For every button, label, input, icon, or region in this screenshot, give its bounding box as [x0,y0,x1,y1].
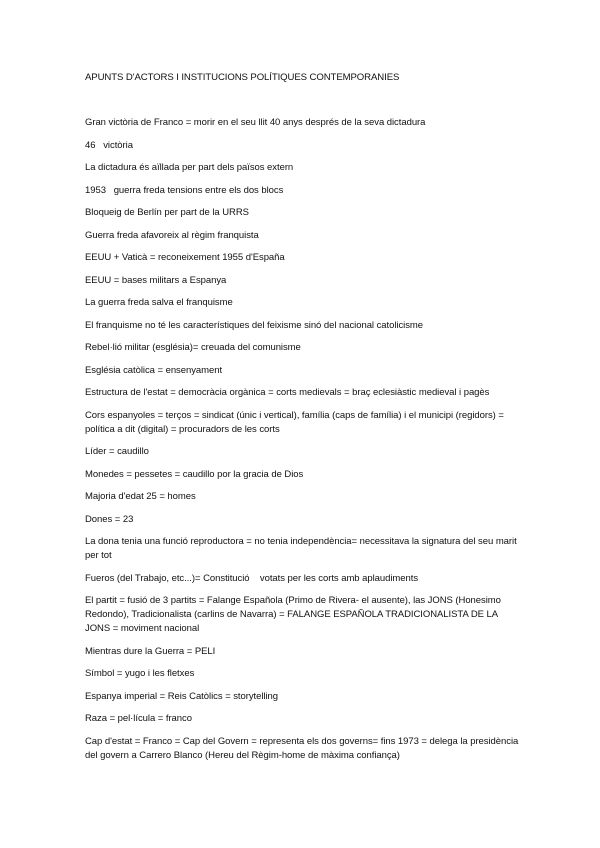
note-line: La dona tenia una funció reproductora = no tenia independència= necessitava la signatura del seu marit per tot [85,536,517,561]
note-line: La guerra freda salva el franquisme [85,297,233,308]
note-line: La dictadura és aïllada per part dels països extern [85,162,294,173]
note-line: Líder = caudillo [85,446,149,457]
notes-list [85,116,525,771]
note-line: Fueros (del Trabajo, etc...)= Constitució votats per les corts amb aplaudiments [85,572,419,584]
note-line: Cap d'estat = Franco = Cap del Govern = representa els dos governs= fins 1973 = delega la presidència del govern a Carrero Blanco (Hereu del Règim-home de màxima confiança) [85,735,519,761]
note-line: 46 victòria [85,139,133,151]
note-line: Espanya imperial = Reis Catòlics = storytelling [85,690,279,702]
note-line: Bloqueig de Berlín per part de la URRS [85,207,249,218]
note-line: 1953 guerra freda tensions entre els dos blocs [85,184,284,196]
note-line: Guerra freda afavoreix al règim franquista [85,229,259,241]
note-line: EEUU = bases militars a Espanya [85,274,227,286]
note-line: Cors espanyoles = terços = sindicat (únic i vertical), família (caps de família) i el municipi (regidors) = política a dit (digital) = procuradors de les corts [85,409,504,435]
note-line: EEUU + Vaticà = reconeixement 1955 d'España [85,252,285,263]
note-line: Monedes = pessetes = caudillo por la gracia de Dios [85,468,304,480]
note-line: El franquisme no té les característiques del feixisme sinó del nacional catolicisme [85,319,424,331]
note-line: Símbol = yugo i les fletxes [85,668,195,679]
note-line: Dones = 23 [85,513,134,525]
note-line: Majoria d'edat 25 = homes [85,491,196,502]
note-line: Església catòlica = ensenyament [85,364,223,376]
note-line: El partit = fusió de 3 partits = Falange Española (Primo de Rivera- el ausente), las JONS (Honesimo Redondo), Tradicionalista (carlins de Navarra) = FALANGE ESPAÑOLA TRADICIONALISTA DE LA JONS = moviment nacional [85,595,501,634]
document-title: APUNTS D'ACTORS I INSTITUCIONS POLÍTIQUES CONTEMPORANIES [85,72,400,83]
note-line: Estructura de l'estat = democràcia orgànica = corts medievals = braç eclesiàstic medieval i pagès [85,387,490,398]
note-line: Rebel·lió militar (església)= creuada del comunisme [85,342,301,353]
note-line: Raza = pel·lícula = franco [85,713,192,724]
note-line: Gran victòria de Franco = morir en el seu llit 40 anys després de la seva dictadura [85,117,426,128]
note-line: Mientras dure la Guerra = PELI [85,645,216,657]
